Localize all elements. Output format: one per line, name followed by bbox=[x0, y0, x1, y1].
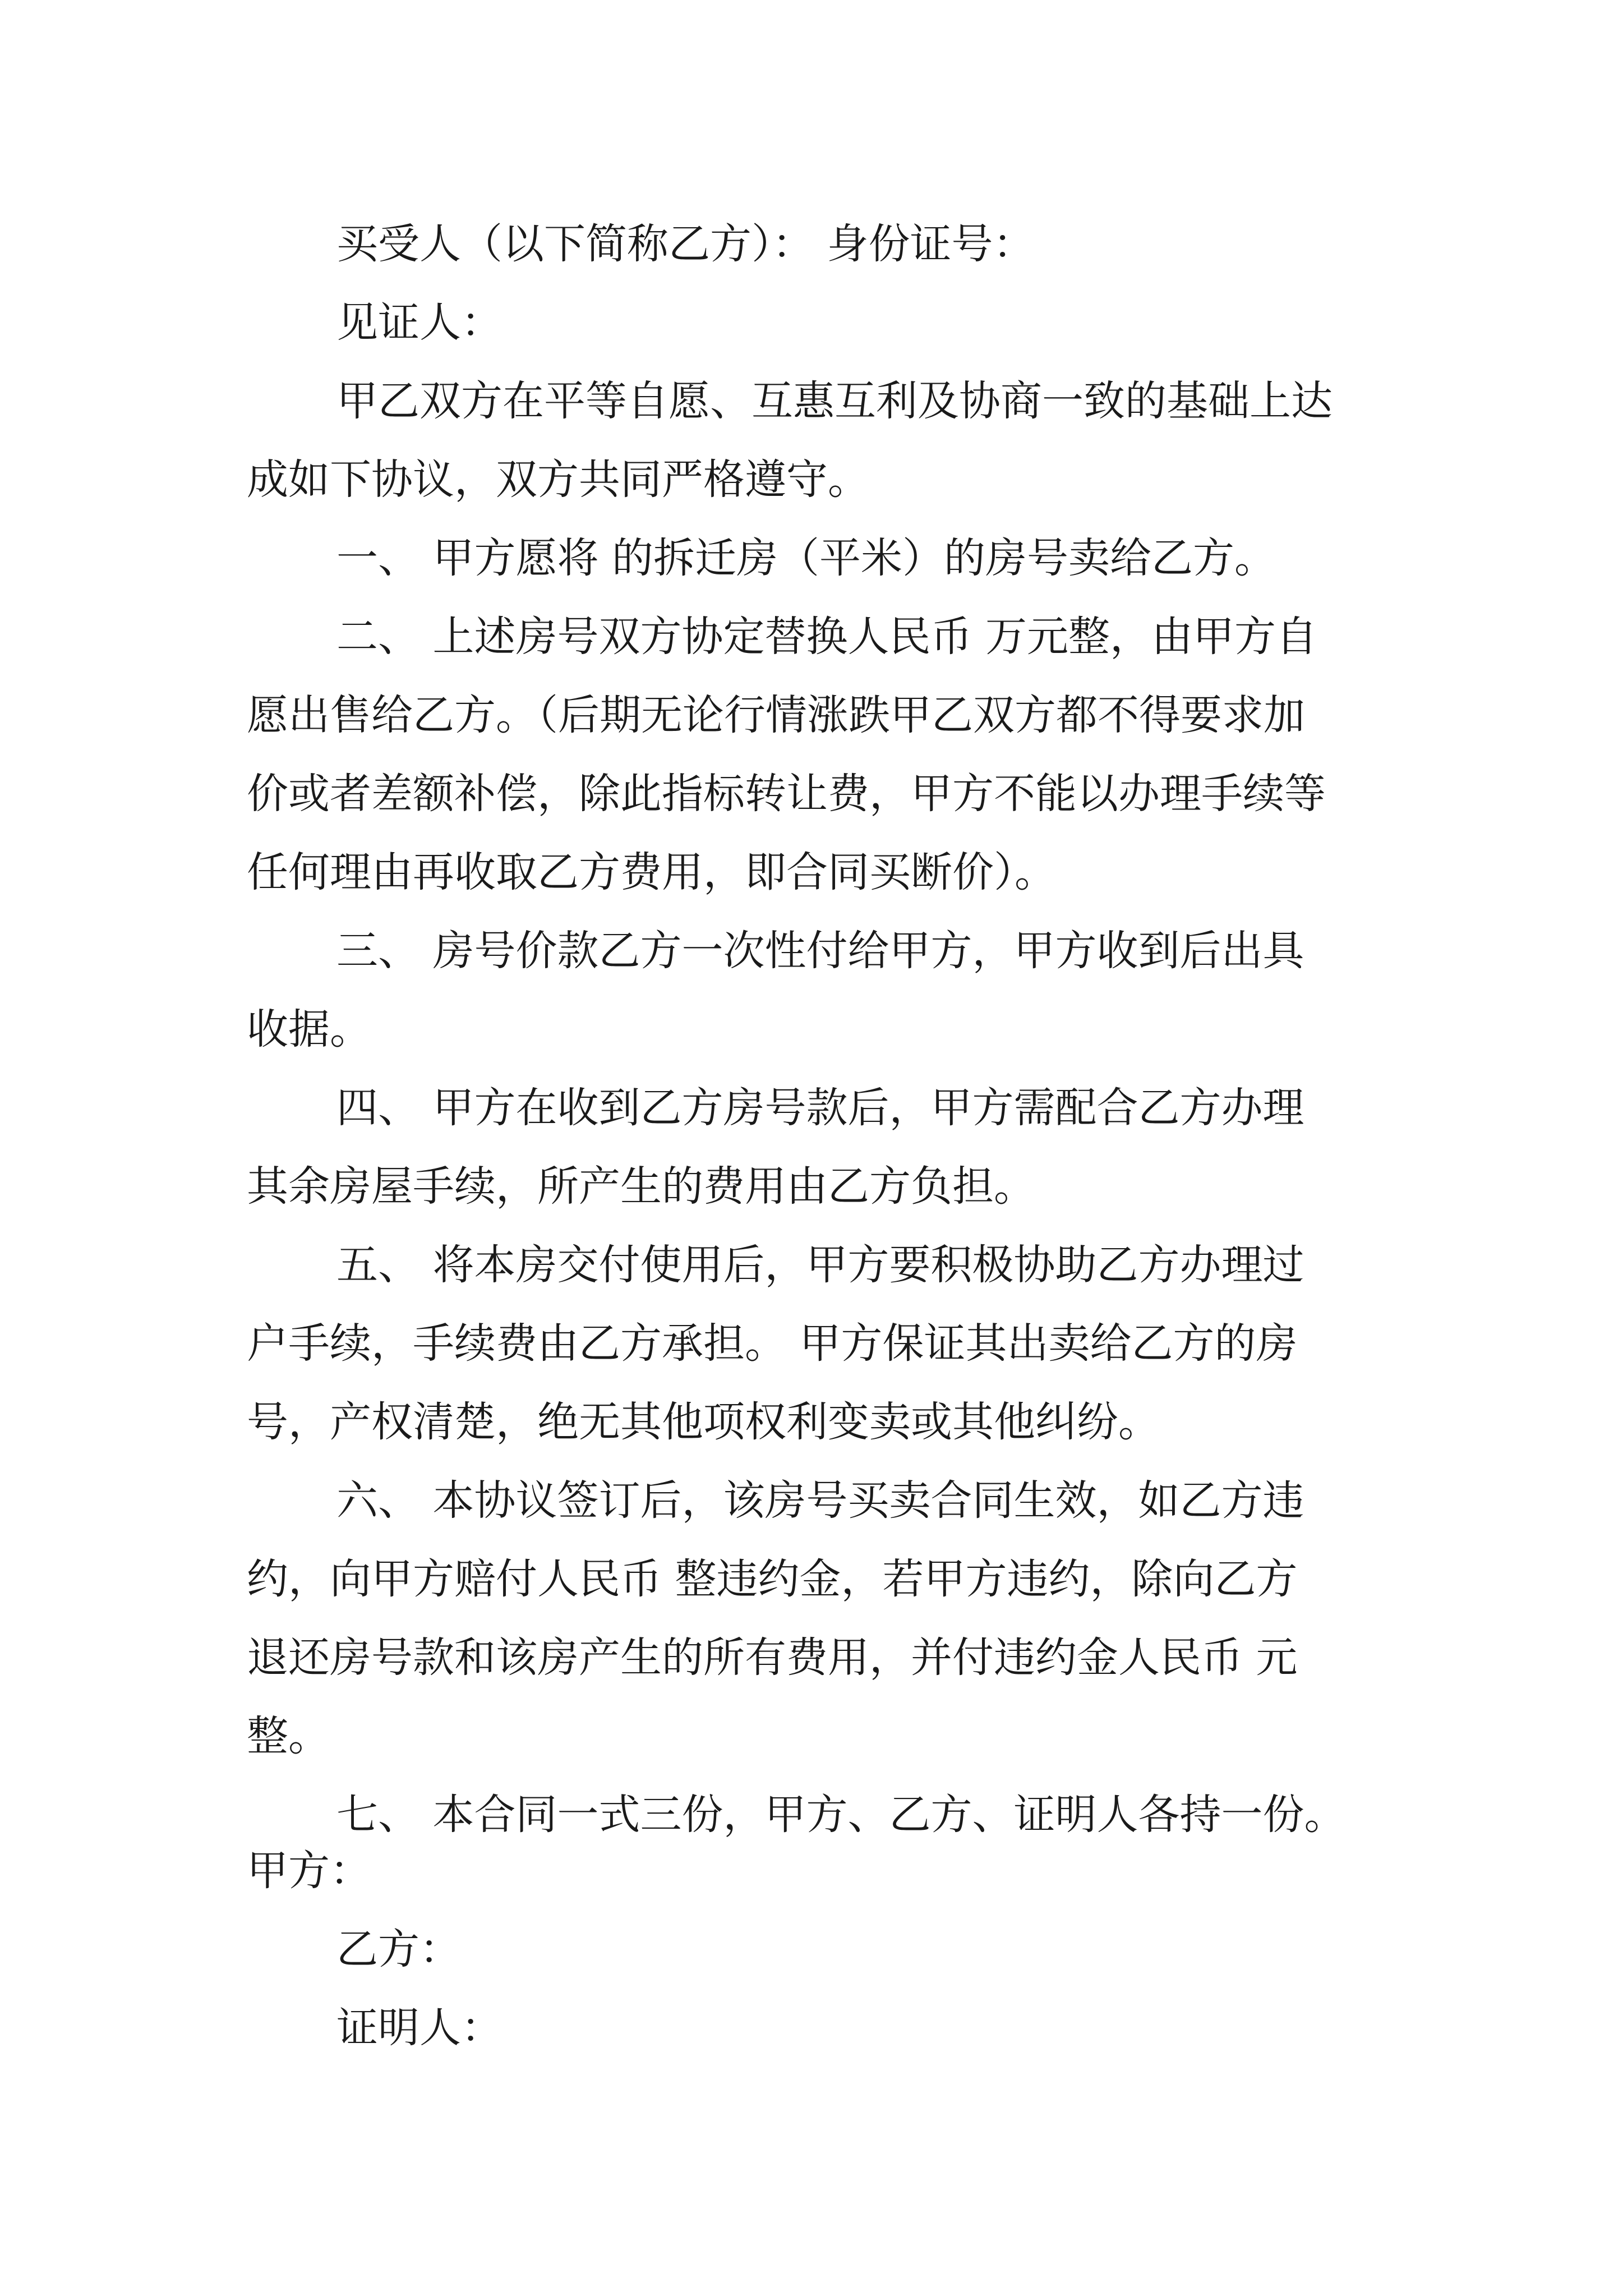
party-b-signature-line: 乙方： bbox=[336, 1925, 461, 1973]
clause-5-line-1: 五、 将本房交付使用后，甲方要积极协助乙方办理过 bbox=[336, 1241, 1304, 1289]
certifier-signature-line: 证明人： bbox=[336, 2004, 502, 2052]
clause-4-line-2: 其余房屋手续，所产生的费用由乙方负担。 bbox=[247, 1162, 1035, 1211]
clause-2-line-2: 愿出售给乙方。（后期无论行情涨跌甲乙双方都不得要求加 bbox=[247, 691, 1305, 739]
party-a-signature-line: 甲方： bbox=[247, 1847, 371, 1895]
clause-6-line-4: 整。 bbox=[247, 1712, 330, 1760]
clause-4-line-1: 四、 甲方在收到乙方房号款后，甲方需配合乙方办理 bbox=[336, 1084, 1304, 1132]
clause-1-line-1: 一、 甲方愿将 的拆迁房（平米）的房号卖给乙方。 bbox=[336, 534, 1276, 582]
clause-2-line-4: 任何理由再收取乙方费用，即合同买断价）。 bbox=[247, 848, 1056, 896]
clause-3-line-1: 三、 房号价款乙方一次性付给甲方，甲方收到后出具 bbox=[336, 927, 1304, 975]
clause-7-line-1: 七、 本合同一式三份，甲方、乙方、证明人各持一份。 bbox=[336, 1791, 1346, 1839]
clause-5-line-2: 户手续，手续费由乙方承担。 甲方保证其出卖给乙方的房 bbox=[247, 1319, 1298, 1368]
witness-line: 见证人： bbox=[336, 298, 502, 347]
clause-6-line-2: 约，向甲方赔付人民币 整违约金，若甲方违约，除向乙方 bbox=[247, 1555, 1298, 1603]
clause-2-line-3: 价或者差额补偿，除此指标转让费，甲方不能以办理手续等 bbox=[247, 770, 1326, 818]
clause-6-line-3: 退还房号款和该房产生的所有费用，并付违约金人民币 元 bbox=[247, 1634, 1298, 1682]
paragraph-intro-line-2: 成如下协议，双方共同严格遵守。 bbox=[247, 455, 869, 504]
clause-3-line-2: 收据。 bbox=[247, 1005, 371, 1053]
clause-6-line-1: 六、 本协议签订后，该房号买卖合同生效，如乙方违 bbox=[336, 1476, 1304, 1525]
paragraph-intro-line-1: 甲乙双方在平等自愿、互惠互利及协商一致的基础上达 bbox=[336, 377, 1332, 425]
clause-2-line-1: 二、 上述房号双方协定替换人民币 万元整，由甲方自 bbox=[336, 613, 1318, 661]
buyer-line: 买受人（以下简称乙方）： 身份证号： bbox=[336, 220, 1035, 268]
clause-5-line-3: 号，产权清楚，绝无其他项权利变卖或其他纠纷。 bbox=[247, 1398, 1160, 1446]
